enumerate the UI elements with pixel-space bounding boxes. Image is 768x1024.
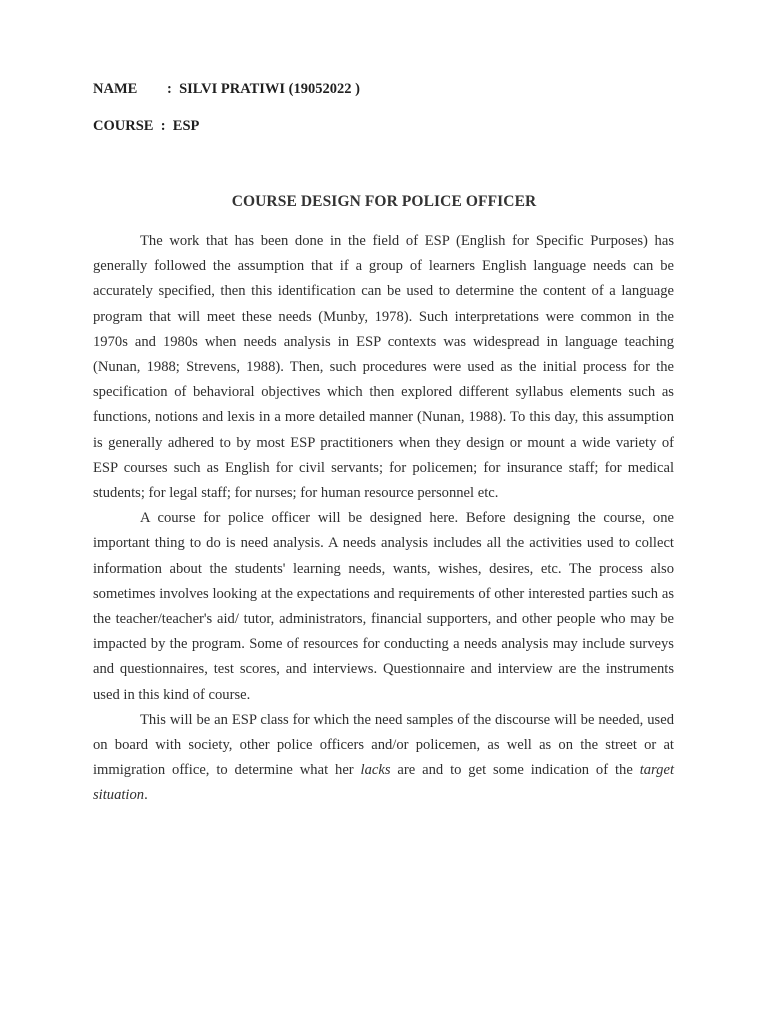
italic-target-situation: target situation bbox=[93, 762, 675, 804]
paragraph-1: The work that has been done in the field of ESP (English for Specific Purposes) has generally followed the assumption that if a group of learners English language needs can be accurately specified, then this identification can be used to determine the content of a language program that will meet these needs (Munby, 1978). Such interpretations were common in the 1970s and 1980s when needs analysis in ESP contexts was widespread in language teaching (Nunan, 1988; Strevens, 1988). Then, such procedures were used as the initial process for the specification of behavioral objectives which then explored different syllabus elements such as functions, notions and lexis in a more detailed manner (Nunan, 1988). To this day, this assumption is generally adhered to by most ESP practitioners when they design or mount a wide variety of ESP courses such as English for civil servants; for policemen; for insurance staff; for medical students; for legal staff; for nurses; for human resource personnel etc. bbox=[93, 233, 674, 502]
student-name: SILVI PRATIWI (19052022 ) bbox=[179, 81, 360, 97]
document-body bbox=[93, 229, 674, 809]
paragraph-3-text-b: are and to get some indication of the bbox=[390, 762, 640, 779]
paragraph-2: A course for police officer will be designed here. Before designing the course, one important thing to do is need analysis. A needs analysis includes all the activities used to collect information about the students' learning needs, wants, wishes, desires, etc. The process also sometimes involves looking at the expectations and requirements of other interested parties such as the teacher/teacher's aid/ tutor, administrators, financial supporters, and other people who may be impacted by the program. Some of resources for conducting a needs analysis may include surveys and questionnaires, test scores, and interviews. Questionnaire and interview are the instruments used in this kind of course. bbox=[93, 510, 674, 703]
paragraph-3-text-a: This will be an ESP class for which the need samples of the discourse will be needed, used on board with society, other police officers and/or policemen, as well as on the street or at immigration office, to determine what her bbox=[93, 711, 674, 779]
student-name-line bbox=[93, 81, 360, 98]
course-line bbox=[93, 118, 199, 135]
course-separator: : bbox=[160, 118, 166, 134]
course-label: COURSE bbox=[93, 118, 154, 134]
paragraph-3-text-c: . bbox=[144, 787, 148, 804]
name-label: NAME bbox=[93, 81, 138, 97]
name-separator: : bbox=[167, 81, 172, 97]
course-value: ESP bbox=[172, 118, 200, 134]
document-title: COURSE DESIGN FOR POLICE OFFICER bbox=[231, 193, 537, 210]
paragraph-3 bbox=[93, 708, 674, 809]
italic-lacks: lacks bbox=[360, 762, 391, 779]
